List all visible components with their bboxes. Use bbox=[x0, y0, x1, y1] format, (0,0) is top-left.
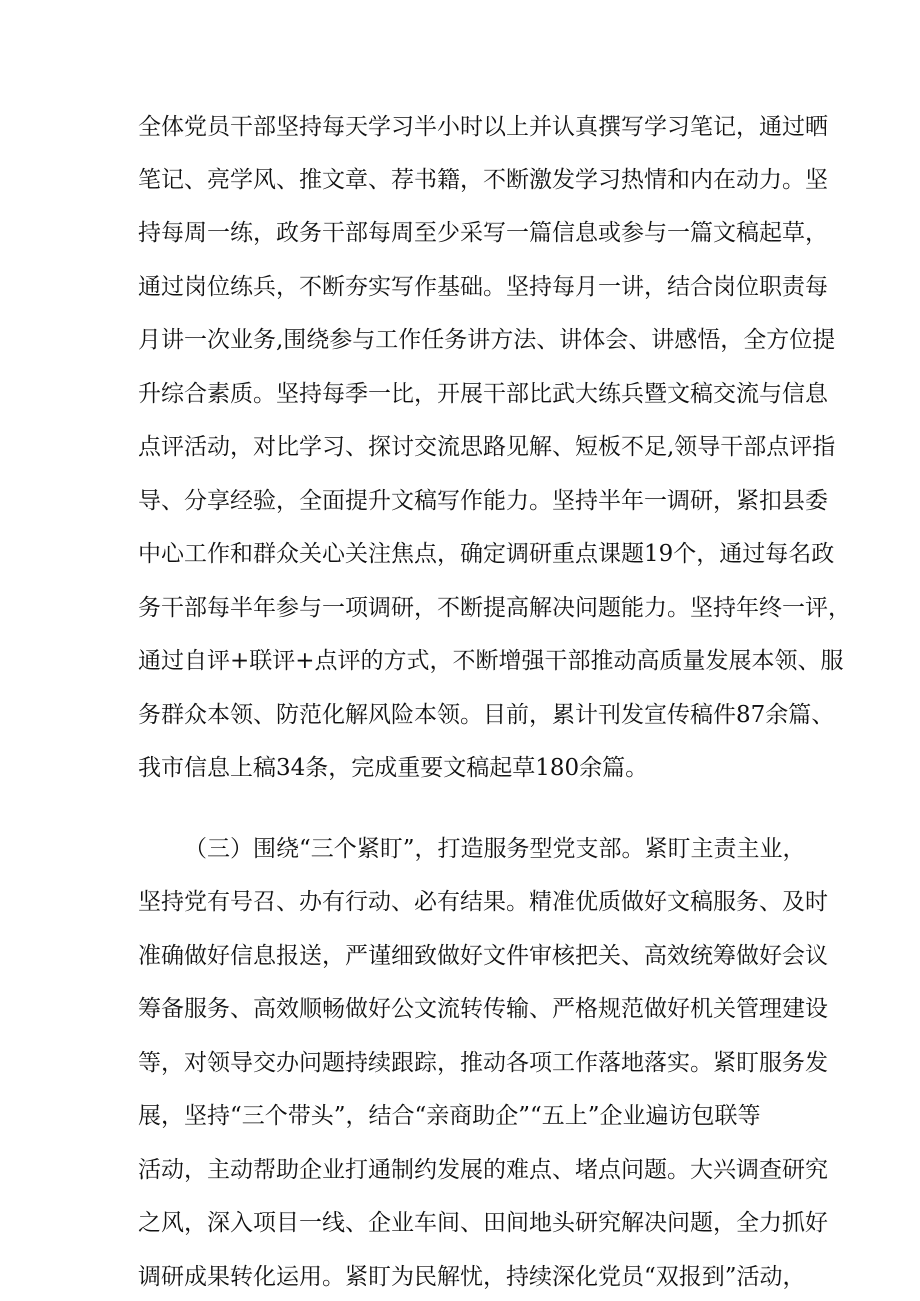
text-line: 笔记、亮学风、推文章、荐书籍，不断激发学习热情和内在动力。坚 bbox=[138, 167, 828, 193]
text-line: 活动，主动帮助企业打通制约发展的难点、堵点问题。大兴调查研究 bbox=[138, 1157, 828, 1183]
text-line: 中心工作和群众关心关注焦点，确定调研重点课题19个，通过每名政 bbox=[138, 541, 835, 567]
text-line: 准确做好信息报送，严谨细致做好文件审核把关、高效统筹做好会议 bbox=[138, 943, 828, 969]
text-line: 务干部每半年参与一项调研，不断提高解决问题能力。坚持年终一评， bbox=[138, 595, 851, 621]
text-line: 导、分享经验，全面提升文稿写作能力。坚持半年一调研，紧扣县委 bbox=[138, 488, 828, 514]
text-line: 我市信息上稿34条，完成重要文稿起草180余篇。 bbox=[138, 755, 649, 781]
section-heading-line: （三）围绕“三个紧盯”，打造服务型党支部。紧盯主责主业， bbox=[184, 836, 806, 862]
text-line: 务群众本领、防范化解风险本领。目前，累计刊发宣传稿件87余篇、 bbox=[138, 702, 835, 728]
text-line: 通过岗位练兵，不断夯实写作基础。坚持每月一讲，结合岗位职责每 bbox=[138, 274, 828, 300]
text-line: 持每周一练，政务干部每周至少采写一篇信息或参与一篇文稿起草， bbox=[138, 220, 828, 246]
text-line: 通过自评+联评+点评的方式，不断增强干部推动高质量发展本领、服 bbox=[138, 648, 844, 674]
text-line: 之风，深入项目一线、企业车间、田间地头研究解决问题，全力抓好 bbox=[138, 1210, 828, 1236]
text-line: 坚持党有号召、办有行动、必有结果。精准优质做好文稿服务、及时 bbox=[138, 889, 828, 915]
text-line: 等，对领导交办问题持续跟踪，推动各项工作落地落实。紧盯服务发 bbox=[138, 1050, 828, 1076]
text-line: 调研成果转化运用。紧盯为民解忧，持续深化党员“双报到”活动， bbox=[138, 1264, 806, 1290]
text-line: 点评活动，对比学习、探讨交流思路见解、短板不足,领导干部点评指 bbox=[138, 434, 836, 460]
text-line: 全体党员干部坚持每天学习半小时以上并认真撰写学习笔记，通过晒 bbox=[138, 114, 828, 140]
text-line: 筹备服务、高效顺畅做好公文流转传输、严格规范做好机关管理建设 bbox=[138, 996, 828, 1022]
text-line: 升综合素质。坚持每季一比，开展干部比武大练兵暨文稿交流与信息 bbox=[138, 381, 828, 407]
text-line: 月讲一次业务,围绕参与工作任务讲方法、讲体会、讲感悟，全方位提 bbox=[138, 327, 836, 353]
text-line: 展，坚持“三个带头”，结合“亲商助企”“五上”企业遍访包联等 bbox=[138, 1103, 761, 1129]
